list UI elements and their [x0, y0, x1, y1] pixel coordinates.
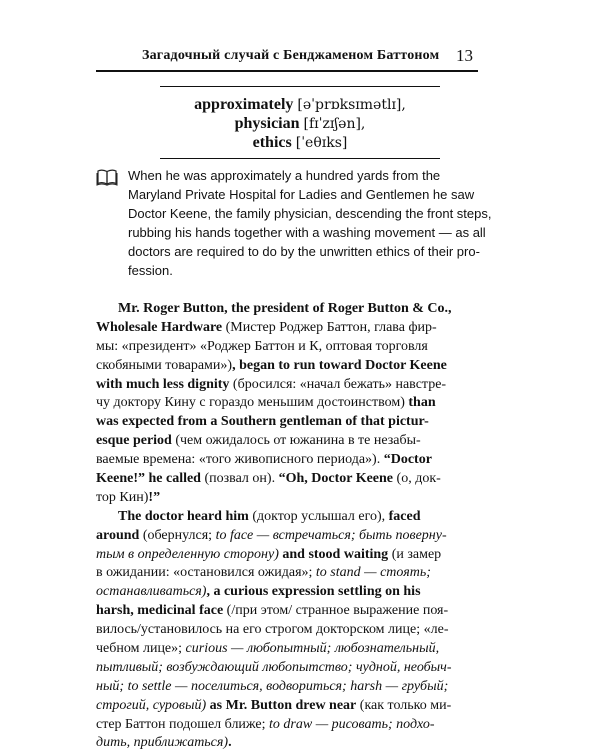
translation-text: чу доктору Кину с гораздо меньшим достоинством): [96, 395, 409, 411]
translation-text: (о, док-: [393, 471, 441, 487]
gloss-note: строгий, суровый): [96, 697, 207, 713]
translation-text: (обернулся;: [139, 527, 216, 543]
english-phrase: was expected from a Southern gentleman of that pictur-: [96, 414, 429, 430]
commentary-line: [96, 394, 500, 413]
english-phrase: esque period: [96, 433, 172, 449]
gloss-note: останавливаться): [96, 584, 207, 600]
translation-text: (бросился: «начал бежать» навстре-: [229, 376, 447, 392]
translation-text: (/при этом/ странное выражение поя-: [223, 603, 449, 619]
vocab-transcription: [fɪˈzɪʃən],: [303, 116, 366, 132]
translation-text: вилось/установилось на его строгом докторском лице; «ле-: [96, 622, 449, 638]
english-phrase: The doctor heard him: [118, 508, 249, 524]
translation-text: скобяными товарами»): [96, 357, 233, 373]
commentary-line: [96, 621, 500, 640]
translation-text: ваемые времена: «того живописного периода»).: [96, 452, 384, 468]
commentary-line: [96, 508, 500, 527]
vocab-rule-bottom: [160, 158, 440, 159]
translation-text: (позвал он).: [200, 471, 279, 487]
gloss-note: пытливый; возбуждающий любопытство; чудной, необыч-: [96, 659, 452, 675]
running-header: [96, 36, 476, 76]
passage-line: doctors are required to do by the unwritten ethics of their pro-: [128, 244, 480, 259]
commentary-line: [96, 470, 500, 489]
header-title: Загадочный случай с Бенджаменом Баттоном: [142, 48, 440, 63]
english-phrase: than: [408, 395, 436, 411]
english-phrase: and stood waiting: [278, 546, 389, 562]
commentary-line: [96, 527, 500, 546]
translation-text: (как только ми-: [356, 697, 452, 713]
english-phrase: , a curious expression settling on his: [206, 584, 421, 600]
page-number: 13: [456, 46, 473, 65]
gloss-note: to draw — рисовать; подхо-: [269, 716, 435, 732]
english-phrase: as Mr. Button drew near: [206, 697, 357, 713]
english-phrase: Keene!” he called: [96, 471, 201, 487]
header-rule: [96, 70, 478, 72]
gloss-note: тым в определенную сторону): [96, 546, 279, 562]
commentary-line: [96, 300, 500, 319]
english-phrase: “Oh, Doctor Keene: [278, 471, 394, 487]
english-phrase: with much less dignity: [96, 376, 230, 392]
gloss-note: ный; to settle — поселиться, водвориться; harsh — грубый;: [96, 678, 449, 694]
vocab-word: approximately: [194, 96, 294, 113]
gloss-note: to face — встречаться; быть поверну-: [215, 527, 447, 543]
commentary-line: [96, 640, 500, 659]
commentary-line: [96, 716, 500, 735]
vocab-entry: [100, 95, 500, 115]
commentary-line: [96, 564, 500, 583]
translation-text: (чем ожидалось от южанина в те незабы-: [171, 433, 421, 449]
english-phrase: , began to run toward Doctor Keene: [232, 357, 447, 373]
english-phrase: around: [96, 527, 140, 543]
commentary-line: [96, 432, 500, 451]
commentary-line: [96, 734, 500, 753]
translation-text: (доктор услышал его),: [248, 508, 389, 524]
commentary-line: [96, 659, 500, 678]
translation-text: стер Баттон подошел ближе;: [96, 716, 270, 732]
translation-text: чебном лице»;: [96, 641, 186, 657]
commentary-line: [96, 546, 500, 565]
commentary-line: [96, 319, 500, 338]
english-phrase: Wholesale Hardware: [96, 319, 223, 335]
commentary-line: [96, 413, 500, 432]
translation-text: (и замер: [388, 546, 442, 562]
passage-line: When he was approximately a hundred yards from the: [128, 168, 441, 183]
english-phrase: “Doctor: [383, 452, 432, 468]
book-icon: [96, 168, 118, 186]
translation-text: (Мистер Роджер Баттон, глава фир-: [222, 319, 437, 335]
translation-text: мы: «президент» «Роджер Баттон и К, оптовая торговля: [96, 338, 428, 354]
commentary-line: [96, 338, 500, 357]
passage-line: Maryland Private Hospital for Ladies and Gentlemen he saw: [128, 187, 475, 202]
commentary-line: [96, 357, 500, 376]
commentary-line: [96, 697, 500, 716]
english-phrase: .: [228, 735, 232, 751]
commentary-line: [96, 489, 500, 508]
vocab-transcription: [əˈprɒksɪmətlɪ],: [297, 97, 406, 113]
gloss-note: дить, приближаться): [96, 735, 229, 751]
passage-line: rubbing his hands together with a washing movement — as all: [128, 225, 486, 240]
vocab-word: ethics: [252, 134, 292, 151]
vocab-word: physician: [234, 115, 300, 132]
commentary-text: [96, 300, 500, 753]
english-phrase: Mr. Roger Button, the president of Roger Button & Co.,: [118, 301, 452, 316]
translation-text: в ожидании: «остановился ожидая»;: [96, 565, 316, 581]
passage-line: Doctor Keene, the family physician, descending the front steps,: [128, 206, 492, 221]
english-phrase: harsh, medicinal face: [96, 603, 224, 619]
english-phrase: !”: [148, 489, 161, 505]
vocab-rule-top: [160, 86, 440, 87]
commentary-line: [96, 678, 500, 697]
english-passage: [128, 166, 500, 280]
commentary-line: [96, 602, 500, 621]
passage-line: fession.: [128, 263, 173, 278]
translation-text: тор Кин): [96, 489, 149, 505]
commentary-line: [96, 376, 500, 395]
vocab-entry: [100, 133, 500, 153]
commentary-line: [96, 583, 500, 602]
commentary-line: [96, 451, 500, 470]
english-phrase: faced: [388, 508, 421, 524]
gloss-note: curious — любопытный; любознательный,: [185, 641, 440, 657]
gloss-note: to stand — стоять;: [315, 565, 431, 581]
vocab-entry: [100, 114, 500, 134]
vocab-transcription: [ˈeθɪks]: [295, 135, 348, 151]
